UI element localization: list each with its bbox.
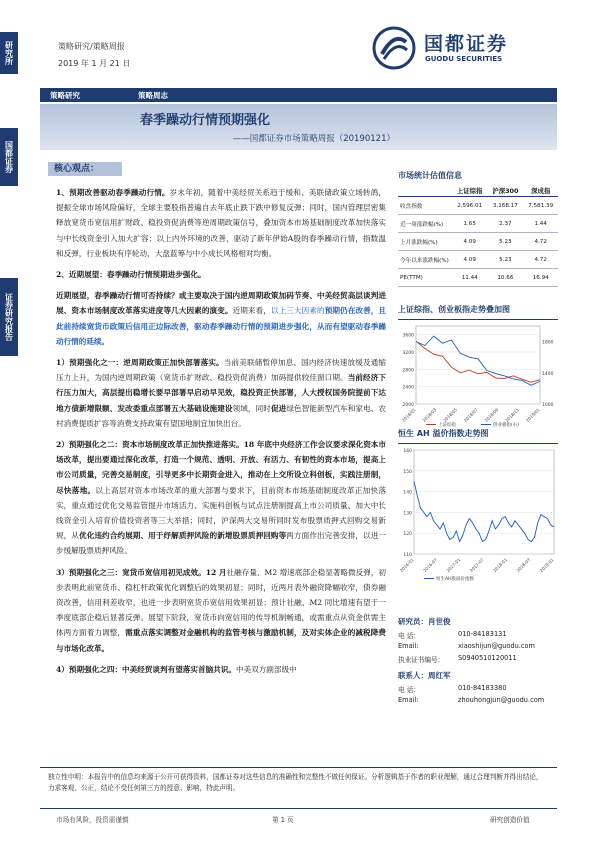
report-date: 2019 年 1 月 21 日 <box>58 59 131 68</box>
x-tick-label: 2016-01 <box>398 557 415 574</box>
market-stats-title: 市场统计估值信息 <box>398 171 462 180</box>
page-number: 第 1 页 <box>272 816 294 824</box>
x-tick-label: 2016-07 <box>422 557 439 574</box>
series-line-0 <box>414 481 554 541</box>
analyst-cert: S0940510120011 <box>458 654 517 662</box>
tag-bar <box>40 88 557 102</box>
main-body <box>56 185 386 677</box>
cell: 16.94 <box>523 269 558 287</box>
logo-text-en: GUODU SECURITIES <box>425 55 503 63</box>
cell: 4.72 <box>523 233 558 251</box>
cell: 4.09 <box>452 233 487 251</box>
cell: 1.44 <box>523 215 558 233</box>
section-1 <box>56 185 386 261</box>
table-header-cell: 沪深300 <box>487 185 523 197</box>
y-tick-label: 160 <box>403 449 412 454</box>
cell: 4.09 <box>452 251 487 269</box>
x-tick-label: 2018/01 <box>400 407 417 424</box>
table-row <box>398 197 558 215</box>
report-title: 春季躁动行情预期强化 <box>139 113 270 128</box>
text-run: 近期展望，春季躁动行情可否持续？或主要取决于国内逆周期政策加码节奏、中美经贸高层谈判进展、资本市场制度改革落实进度等几大因素的演变。 <box>56 291 386 316</box>
breadcrumb: 策略研究/策略周报 <box>58 42 125 51</box>
sidebar-tab-institute: 研究所 <box>0 32 18 74</box>
text-run: 社融存量、M2 增速底部企稳显著略微反弹，初步表明此前宽货币、稳杠杆政策优化调整后的效果初显；同时，近两月表外融资降幅收窄，债券融资改善，信用利差收窄，也进一步表明宽货币宽信用效果初显；预计社融、M2 同比增速有望于一季度底部企稳后显著反弹。展望下阶段，宽货币向宽信用的传导机制畅通，或需重点从资金供需主体两方面着力调整， <box>56 567 387 638</box>
cell: 2,596.01 <box>452 197 487 215</box>
text-run: 领域，同时 <box>232 403 271 413</box>
x-tick-label: 2017-07 <box>468 557 485 574</box>
y2-tick-label: 1000 <box>542 403 554 408</box>
title-band <box>40 104 557 150</box>
text-run: 1、预期改善驱动春季躁动行情。 <box>56 188 170 197</box>
table-row <box>398 233 558 251</box>
text-run: 1）预期强化之一：逆周期政策正加快部署落实。 <box>56 358 224 368</box>
x-tick-label: 2019-01 <box>538 557 555 574</box>
text-run: 岁末年初，随着中美经贸关系趋于缓和、美联储政策立场转鸽，提振全球市场风险偏好，全球主要股指普遍自去年底止跌下跌中修复反弹；同时，国内管理层密集释放宽货币宽信用扩财政、稳投资促消费等逆周期政策信号，叠加资本市场基础制度改革加快落实与中长线资金引入加大扩容；以上内外环境的改善，驱动了新年伊始A股的春季躁动行情，指数温和反弹，行业板块有序轮动，大盘蓝筹与中小成长风格相对均衡。 <box>56 188 386 258</box>
y-tick-label: 3600 <box>402 333 414 339</box>
section-expectation-4 <box>56 662 386 677</box>
text-run: 绿色智能新型汽车和家电、农村消费提质扩容等消费支持政策有望国地制宜加快出台。 <box>56 403 387 428</box>
x-tick-label: 2018/03 <box>421 407 438 424</box>
table-row <box>398 269 558 287</box>
table-header-cell: 深成指 <box>523 185 558 197</box>
x-tick-label: 2018-07 <box>515 557 532 574</box>
y-tick-label: 120 <box>403 532 412 538</box>
disclaimer-divider <box>40 767 557 768</box>
email-label: Email: <box>398 642 419 650</box>
text-run: 两方面作出完善安排，以进一步缓解股票质押风险。 <box>56 531 387 556</box>
cell: 11.44 <box>452 269 487 287</box>
text-run: 以上高层对资本市场改革的重大部署与要求下，目前资本市场基础制度改革正加快落实，重点通过优化交易监管提升市场活力、实施科创板与试点注册制提高上市公司质量、加大中长线资金引入培育价值投资者等三大举措；同时，沪深两大交易所同时发布股票质押式回购交易新规，从 <box>56 485 387 541</box>
company-logo <box>372 26 540 72</box>
email-label: Email: <box>398 696 419 704</box>
market-stats-table <box>398 185 558 287</box>
cell: 3,168.17 <box>487 197 523 215</box>
chart1-title: 上证综指、创业板指走势叠加图 <box>398 305 510 314</box>
analyst-phone: 010-84183131 <box>458 630 507 638</box>
table-header-cell <box>398 185 452 197</box>
cell: 4.72 <box>523 251 558 269</box>
text-run: 以上三大因素的 <box>270 306 325 316</box>
y-tick-label: 2000 <box>402 403 414 408</box>
contact-name: 联系人：周红军 <box>398 671 451 680</box>
section-2-body <box>56 288 386 349</box>
cell: 2.37 <box>487 215 523 233</box>
footer-divider <box>40 808 557 809</box>
table-header-row <box>398 185 558 197</box>
x-tick-label: 2018/11 <box>504 407 521 424</box>
table-row <box>398 215 558 233</box>
footer-left: 市场有风险，投资需谨慎 <box>56 816 129 824</box>
y-tick-label: 2800 <box>402 368 414 374</box>
footer-right: 研究创造价值 <box>490 816 530 824</box>
row-label: 近一周涨跌幅(%) <box>398 215 452 233</box>
section-expectation-2 <box>56 437 386 559</box>
phone-label: 电 话： <box>398 686 420 694</box>
row-label: 上月涨跌幅(%) <box>398 233 452 251</box>
x-tick-label: 2018/05 <box>442 407 459 424</box>
cell: 1.65 <box>452 215 487 233</box>
table-row <box>398 251 558 269</box>
y-tick-label: 3200 <box>402 351 414 356</box>
sidebar-tab-company: 国都证券 <box>0 128 18 186</box>
cell: 10.66 <box>487 269 523 287</box>
x-tick-label: 2018/09 <box>483 407 500 424</box>
text-run: 需重点落实调整对金融机构的监管考核与激励机制，及对实体企业的减税降费与市场化改革。 <box>56 628 387 653</box>
sidebar-tab-report-type: 证券研究报告 <box>0 278 18 356</box>
section-2-heading <box>56 267 386 282</box>
analyst-block <box>398 616 558 708</box>
x-tick-label: 2018-01 <box>492 557 509 574</box>
x-tick-label: 2018/07 <box>462 407 479 424</box>
legend-label: 恒生AH股溢价指数 <box>436 577 474 582</box>
cell: 5.23 <box>487 233 523 251</box>
logo-text-cn: 国都证券 <box>424 33 509 55</box>
y-tick-label: 140 <box>403 490 412 496</box>
row-label: 收盘指数 <box>398 197 452 215</box>
disclaimer: 独立性申明：本报告中的信息均来源于公开可获得资料，国都证券对这些信息的准确性和完整性不做任何保证。分析逻辑基于作者的职业理解，通过合理判断并得出结论，力求客观、公正，结论不受任何第三方的授意、影响，特此声明。 <box>48 773 543 792</box>
analyst-name: 研究员：肖世俊 <box>398 617 451 626</box>
index-overlay-chart <box>398 319 558 430</box>
contact-email[interactable]: zhouhongjun@guodu.com <box>458 696 545 704</box>
y-tick-label: 130 <box>403 511 412 517</box>
text-run: 2、近期展望：春季躁动行情预期进步强化。 <box>56 270 206 280</box>
tag-strategy-weekly: 策略周志 <box>138 91 168 100</box>
text-run: 当前经济下行压力加大，高层提出稳增长要早部署早启动早见效，稳投资正快部署，人大授权国务院提前下达地方债新增限额、发改委重点部署五大基础设施建设 <box>56 373 387 413</box>
y2-tick-label: 1400 <box>542 371 554 377</box>
text-run: 3）预期强化之三：宽货币宽信用初见成效。12 月 <box>56 567 227 577</box>
table-header-cell: 上证综指 <box>452 185 487 197</box>
section-expectation-1 <box>56 355 386 431</box>
y-tick-label: 110 <box>403 553 412 558</box>
series-line-0 <box>416 341 540 382</box>
cell: 7,581.39 <box>523 197 558 215</box>
text-run: 中美双方副部级中 <box>235 664 297 674</box>
text-run: 18 年底中央经济工作会议要求深化资本市场改革，提出要通过深化改革，打造一个规范、透明、开放、有活力、有韧性的资本市场，提高上市公司质量，完善交易制度，引导更多中长期资金进入，推动在上交所设立科创板，实践注册制，尽快落地。 <box>56 440 386 495</box>
x-tick-label: 2017-01 <box>445 557 462 574</box>
y-tick-label: 2400 <box>402 385 414 391</box>
report-subtitle: ——国都证券市场策略周报（20190121） <box>232 134 395 144</box>
text-run: 2）预期强化之二：资本市场制度改革正加快推进落实。 <box>56 440 244 450</box>
cell: 5.23 <box>487 251 523 269</box>
text-run: 促进 <box>270 403 287 413</box>
row-label: PE(TTM) <box>398 269 452 287</box>
chart2-title: 恒生 AH 溢价指数走势图 <box>398 429 489 438</box>
logo-mark-icon <box>372 26 416 70</box>
legend-label: 创业板指(右) <box>493 423 520 428</box>
cert-label: 执业证书编号： <box>398 656 445 664</box>
phone-label: 电 话： <box>398 632 420 640</box>
section-expectation-3 <box>56 565 386 656</box>
tag-strategy-research: 策略研究 <box>50 91 80 100</box>
key-points-label: 核心观点： <box>48 162 122 176</box>
series-line-1 <box>416 336 540 385</box>
text-run: 预期仍在改善，且此前持续宽货币政策后信用正边际改善，驱动春季躁动行情的预期进步强化，从而有望驱动春季躁动行情的延续。 <box>56 306 387 346</box>
text-run: 4）预期强化之四：中美经贸谈判有望落实首脑共识。 <box>56 664 236 674</box>
y2-tick-label: 1800 <box>542 340 554 346</box>
analyst-email[interactable]: xiaoshijun@guodu.com <box>458 642 535 650</box>
text-run: 优化违约合约展期、用于纾解质押风险的新增股票质押回购等 <box>79 531 287 541</box>
plot-frame <box>414 450 554 554</box>
x-tick-label: 2019/01 <box>524 407 541 424</box>
y-tick-label: 150 <box>403 469 412 475</box>
text-run: 近期来看， <box>232 306 271 316</box>
plot-frame <box>416 326 540 404</box>
ah-premium-chart <box>398 443 558 584</box>
text-run: 当前美联储暂停加息、国内经济快速放缓及通缩压力上升，为国内逆周期政策（宽货币扩财政、稳投资促消费）加码提供较佳窗口期。 <box>56 358 387 383</box>
row-label: 今年以来涨跌幅(%) <box>398 251 452 269</box>
contact-phone: 010-84183380 <box>458 684 507 692</box>
legend-label: 上证综指 <box>438 423 456 428</box>
